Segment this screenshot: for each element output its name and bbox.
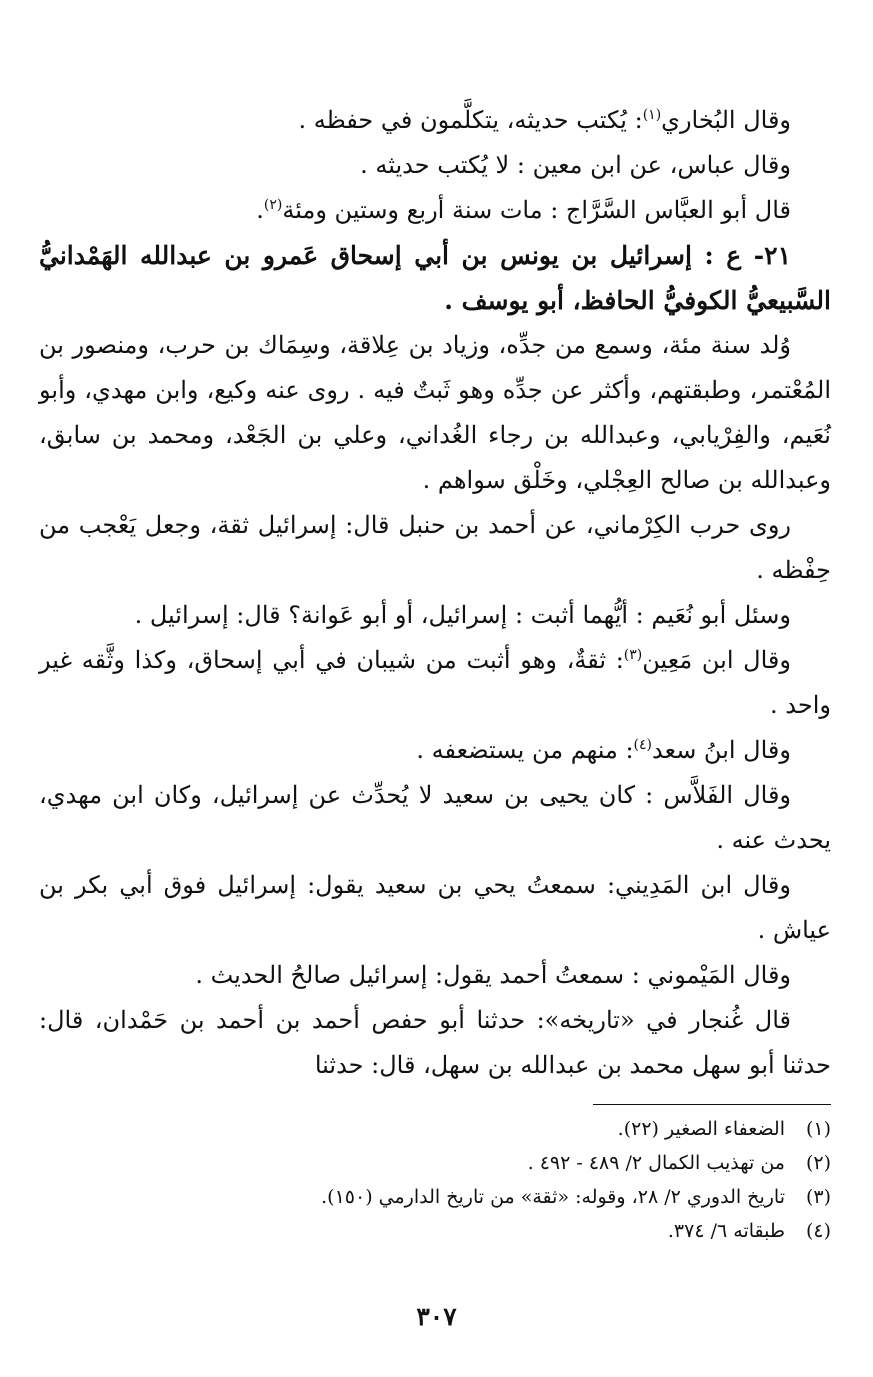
paragraph-bukhari: وقال البُخاري$^{(١)}$: يُكتب حديثه، يتكلَّمون في حفظه . xyxy=(298,106,791,134)
paragraph-biography: وُلد سنة مئة، وسمع من جدِّه، وزياد بن عِلاقة، وسِمَاك بن حرب، ومنصور بن المُعْتمر، وطبقتهم، وأكثر عن جدِّه وهو ثَبتٌ فيه . روى عنه وكيع، وابن مهدي، وأبو نُعَيم، والفِرْيابي، وعبدالله بن رجاء الغُداني، وعلي بن الجَعْد، ومحمد بن سابق، وعبدالله بن صالح العِجْلي، وخَلْق سواهم . xyxy=(39,331,831,494)
paragraph-ibn-saad: وقال ابنُ سعد$^{(٤)}$: منهم من يستضعفه . xyxy=(416,736,791,764)
footnote-ref-3: (٣) xyxy=(623,647,643,663)
footnote-1 xyxy=(39,1112,831,1146)
footnote-ref-2: (٢) xyxy=(263,197,283,213)
paragraph-ibn-main: وقال ابن مَعِين$^{(٣)}$: ثقةٌ، وهو أثبت من شيبان في أبي إسحاق، وكذا وثَّقه غير واحد . xyxy=(39,646,831,719)
paragraph-abu-nuaym: وسئل أبو نُعَيم : أيُّهما أثبت : إسرائيل، أو أبو عَوانة؟ قال: إسرائيل . xyxy=(134,601,791,629)
paragraph-sarraj: قال أبو العبَّاس السَّرَّاج : مات سنة أربع وستين ومئة$^{(٢)}$. xyxy=(256,196,791,224)
footnote-2 xyxy=(39,1146,831,1180)
footnote-separator xyxy=(593,1104,831,1105)
footnote-text: طبقاته ٦/ ٣٧٤. xyxy=(667,1220,785,1242)
footnote-4 xyxy=(39,1214,831,1248)
footnote-ref-4: (٤) xyxy=(633,737,653,753)
main-text xyxy=(39,98,831,1088)
footnote-ref-1: (١) xyxy=(642,107,662,123)
footnote-number: (٢) xyxy=(805,1152,831,1174)
footnote-text: الضعفاء الصغير (٢٢). xyxy=(617,1118,785,1140)
paragraph-harb: روى حرب الكِرْماني، عن أحمد بن حنبل قال: إسرائيل ثقة، وجعل يَعْجب من حِفْظه . xyxy=(39,511,831,584)
footnote-number: (٣) xyxy=(805,1186,831,1208)
paragraph-ghunjar: قال غُنجار في «تاريخه»: حدثنا أبو حفص أحمد بن أحمد بن حَمْدان، قال: حدثنا أبو سهل محمد بن عبدالله بن سهل، قال: حدثنا xyxy=(39,1006,831,1079)
page-number: ٣٠٧ xyxy=(416,1302,457,1331)
entry-heading-21: ٢١- ع : إسرائيل بن يونس بن أبي إسحاق عَمرو بن عبدالله الهَمْدانيُّ السَّبيعيُّ الكوفيُّ الحافظ، أبو يوسف . xyxy=(39,241,831,315)
footnote-number: (١) xyxy=(805,1118,831,1140)
footnote-text: من تهذيب الكمال ٢/ ٤٨٩ - ٤٩٢ . xyxy=(527,1152,785,1174)
paragraph-abbas: وقال عباس، عن ابن معين : لا يُكتب حديثه . xyxy=(360,151,791,179)
footnote-3 xyxy=(39,1180,831,1214)
paragraph-fallas: وقال الفَلاَّس : كان يحيى بن سعيد لا يُحدِّث عن إسرائيل، وكان ابن مهدي، يحدث عنه . xyxy=(39,781,831,854)
paragraph-madini: وقال ابن المَدِيني: سمعتُ يحي بن سعيد يقول: إسرائيل فوق أبي بكر بن عياش . xyxy=(39,871,831,944)
footnotes xyxy=(39,1112,831,1248)
paragraph-maymuni: وقال المَيْموني : سمعتُ أحمد يقول: إسرائيل صالحُ الحديث . xyxy=(195,961,791,989)
footnote-text: تاريخ الدوري ٢/ ٢٨، وقوله: «ثقة» من تاريخ الدارمي (١٥٠). xyxy=(321,1186,785,1208)
footnote-number: (٤) xyxy=(805,1220,831,1242)
